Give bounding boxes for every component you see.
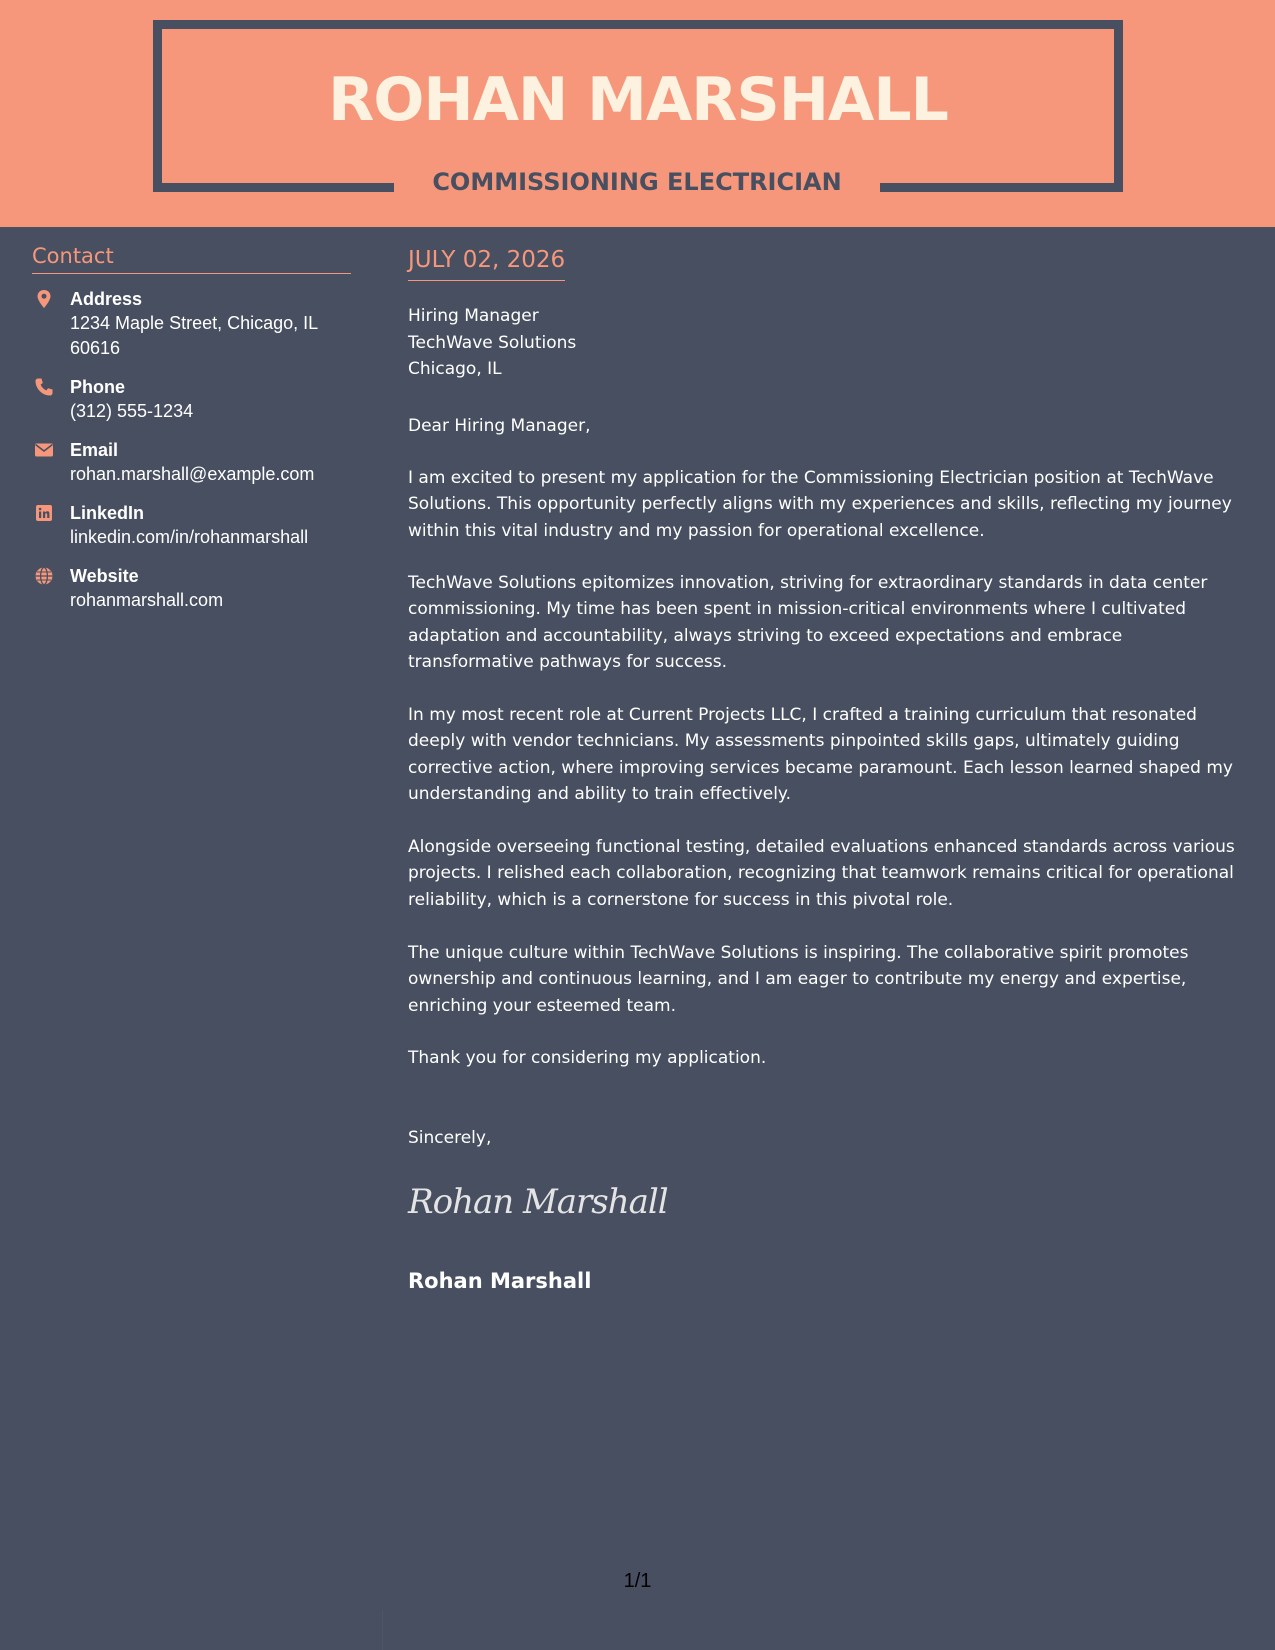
linkedin-value: linkedin.com/in/rohanmarshall xyxy=(70,527,309,547)
letter-paragraph: I am excited to present my application for the Commissioning Electrician position at TechWave Solutions. This opportunity perfectly aligns with my experiences and skills, reflecting my journey within this vital industry and my passion for operational excellence. xyxy=(408,468,1232,541)
website-label: Website xyxy=(70,566,139,586)
address-label: Address xyxy=(70,289,143,309)
map-pin-icon xyxy=(34,289,54,309)
phone-value: (312) 555-1234 xyxy=(70,401,194,421)
letter-date: JULY 02, 2026 xyxy=(408,245,565,281)
phone-label: Phone xyxy=(70,377,126,397)
closing-line: Thank you for considering my application. xyxy=(408,1048,767,1068)
linkedin-icon xyxy=(34,503,54,523)
phone-icon xyxy=(34,377,54,397)
signer-name: Rohan Marshall xyxy=(408,1269,592,1293)
letter-paragraph: TechWave Solutions epitomizes innovation, striving for extraordinary standards in data center commissioning. My time has been spent in mission-critical environments where I cultivated adaptation and accountability, always striving to exceed expectations and embrace transformative pathways for success. xyxy=(408,573,1208,673)
page-number: 1/1 xyxy=(623,1570,652,1592)
recipient-block xyxy=(408,303,576,383)
envelope-icon xyxy=(34,440,54,460)
handwritten-signature: Rohan Marshall xyxy=(408,1182,668,1222)
column-divider xyxy=(382,1610,383,1650)
linkedin-label: LinkedIn xyxy=(70,503,145,523)
recipient-line: Hiring Manager xyxy=(408,306,539,326)
email-value: rohan.marshall@example.com xyxy=(70,464,315,484)
website-value: rohanmarshall.com xyxy=(70,590,224,610)
salutation: Dear Hiring Manager, xyxy=(408,416,591,436)
recipient-line: Chicago, IL xyxy=(408,359,502,379)
job-title: COMMISSIONING ELECTRICIAN xyxy=(432,168,842,196)
contact-heading: Contact xyxy=(32,242,351,274)
sign-off: Sincerely, xyxy=(408,1128,492,1148)
recipient-line: TechWave Solutions xyxy=(408,332,577,353)
applicant-name: ROHAN MARSHALL xyxy=(328,65,948,135)
letter-paragraph: The unique culture within TechWave Solutions is inspiring. The collaborative spirit promotes ownership and continuous learning, and I am eager to contribute my energy and expertise, enriching your esteemed team. xyxy=(408,943,1189,1016)
globe-icon xyxy=(34,566,54,586)
letter-paragraph: In my most recent role at Current Projects LLC, I crafted a training curriculum that resonated deeply with vendor technicians. My assessments pinpointed skills gaps, ultimately guiding corrective action, where improving services became paramount. Each lesson learned shaped my understanding and ability to train effectively. xyxy=(408,705,1233,805)
letter-paragraph: Alongside overseeing functional testing, detailed evaluations enhanced standards across various projects. I relished each collaboration, recognizing that teamwork remains critical for operational reliability, which is a cornerstone for success in this pivotal role. xyxy=(408,837,1235,910)
email-label: Email xyxy=(70,440,119,460)
address-value: 1234 Maple Street, Chicago, IL 60616 xyxy=(70,313,318,358)
